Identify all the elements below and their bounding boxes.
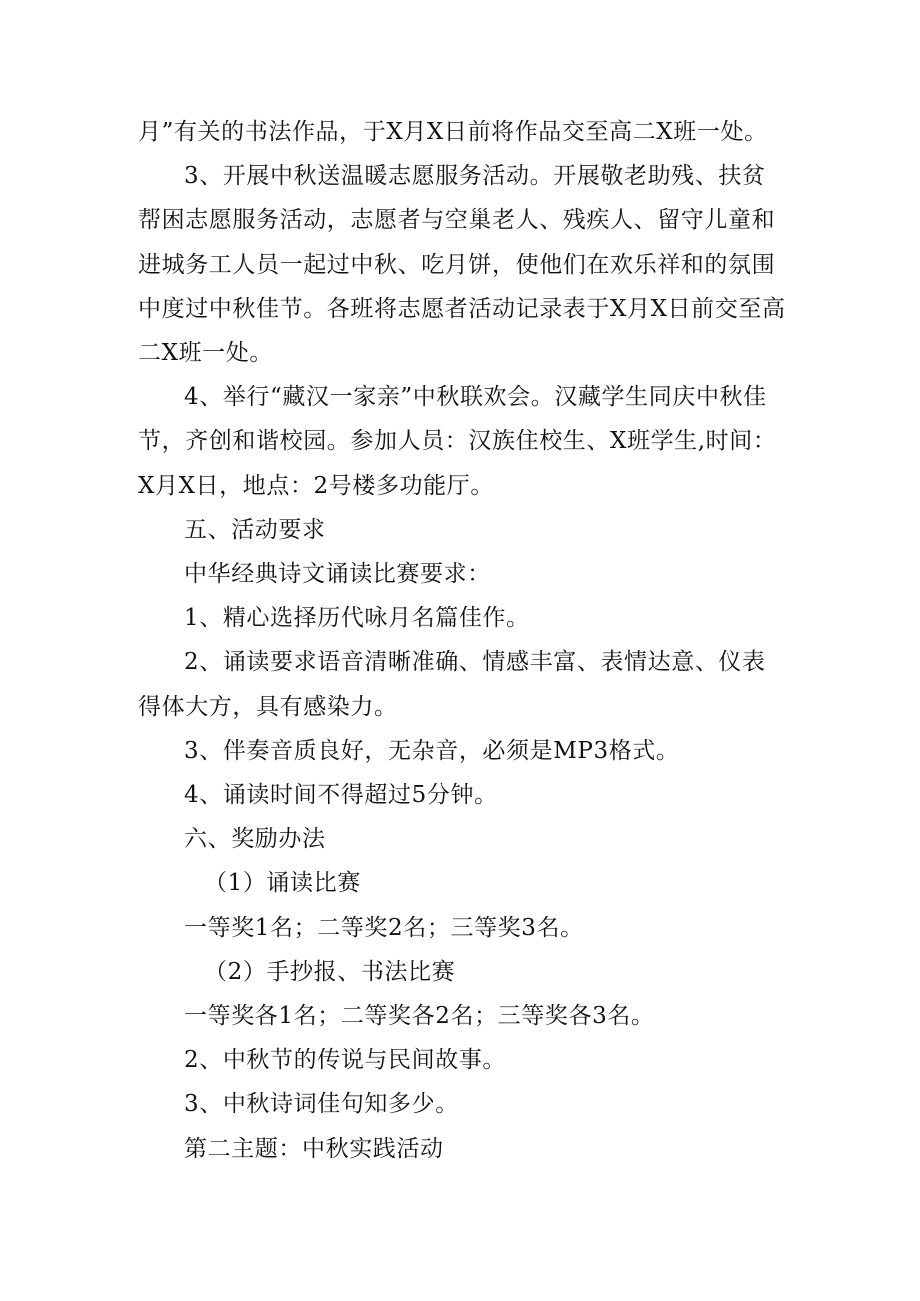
- paragraph-8: 3、伴奏音质良好，无杂音，必须是MP3格式。: [184, 737, 680, 764]
- subheading-recitation: （1）诵读比赛: [204, 870, 361, 897]
- paragraph-7: 2、诵读要求语音清晰准确、情感丰富、表情达意、仪表得体大方，具有感染力。: [138, 649, 766, 720]
- paragraph-2: 3、开展中秋送温暖志愿服务活动。开展敬老助残、扶贫帮困志愿服务活动，志愿者与空巢老人、残疾人、留守儿童和进城务工人员一起过中秋、吃月饼，使他们在欢乐祥和的氛围中度过中秋佳节。各班将志愿者活动记录表于X月X日前交至高二X班一处。: [138, 163, 786, 367]
- paragraph-15: 2、中秋节的传说与民间故事。: [184, 1047, 507, 1074]
- section-heading-6: 六、奖励办法: [184, 826, 326, 853]
- paragraph-6: 1、精心选择历代咏月名篇佳作。: [184, 605, 530, 632]
- document-body: [138, 110, 788, 1171]
- paragraph-3: 4、举行“藏汉一家亲”中秋联欢会。汉藏学生同庆中秋佳节，齐创和谐校园。参加人员：汉族住校生、X班学生,时间：X月X日，地点：2号楼多功能厅。: [138, 384, 777, 499]
- paragraph-14: 一等奖各1名；二等奖各2名；三等奖各3名。: [184, 1003, 655, 1030]
- paragraph-9: 4、诵读时间不得超过5分钟。: [184, 782, 498, 809]
- section-theme-2: 第二主题：中秋实践活动: [184, 1135, 444, 1162]
- paragraph-1: 月”有关的书法作品，于X月X日前将作品交至高二X班一处。: [138, 119, 768, 145]
- paragraph-5: 中华经典诗文诵读比赛要求：: [184, 561, 491, 588]
- paragraph-16: 3、中秋诗词佳句知多少。: [184, 1091, 459, 1118]
- subheading-handwriting: （2）手抄报、书法比赛: [204, 958, 456, 985]
- paragraph-12: 一等奖1名；二等奖2名；三等奖3名。: [184, 914, 584, 941]
- section-heading-5: 五、活动要求: [184, 516, 326, 543]
